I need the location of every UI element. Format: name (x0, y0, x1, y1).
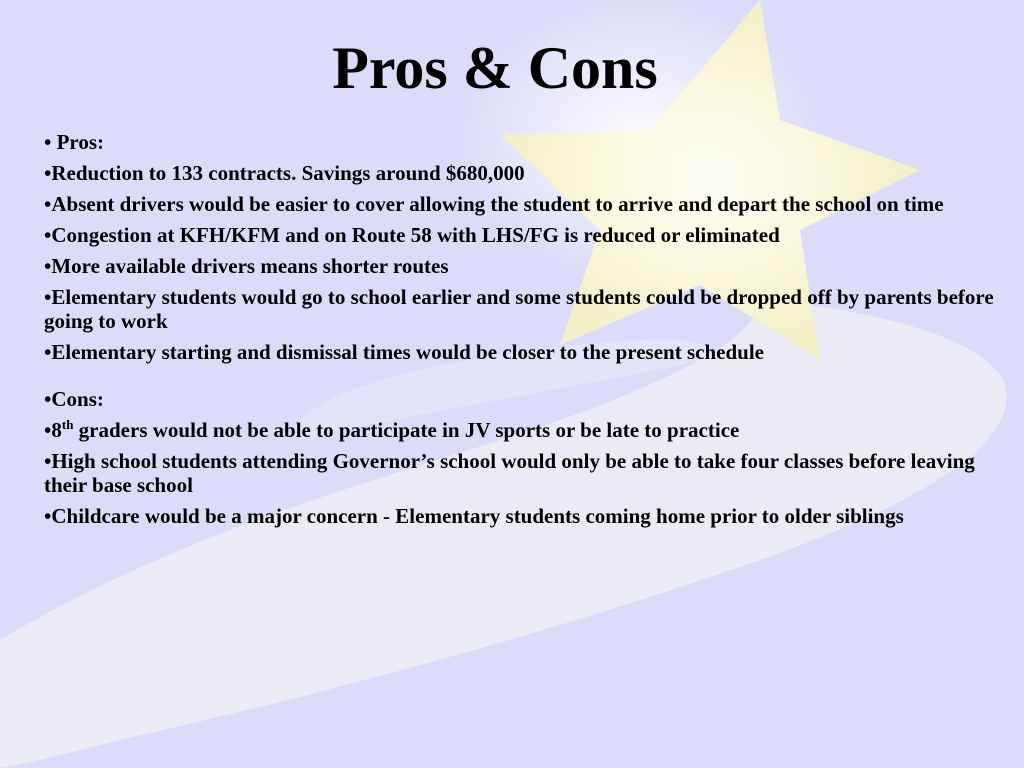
ordinal-suffix: th (61, 417, 74, 432)
bullet-cons-heading: •Cons: (44, 387, 104, 411)
bullet-text: graders would not be able to participate in JV sports or be late to practice (73, 418, 740, 442)
bullet-item: •Reduction to 133 contracts. Savings around $680,000 (44, 161, 525, 185)
bullet-pros-heading: • Pros: (44, 130, 105, 154)
bullet-list (44, 130, 994, 535)
bullet-item: •Elementary starting and dismissal times would be closer to the present schedule (44, 340, 764, 364)
bullet-item: •Absent drivers would be easier to cover allowing the student to arrive and depart the school on time (44, 192, 944, 216)
bullet-item: •High school students attending Governor’s school would only be able to take four classes before leaving their base school (44, 449, 975, 497)
bullet-item: •Congestion at KFH/KFM and on Route 58 with LHS/FG is reduced or eliminated (44, 223, 780, 247)
bullet-prefix: •8 (44, 418, 62, 442)
bullet-item: •Childcare would be a major concern - Elementary students coming home prior to older siblings (44, 504, 904, 528)
bullet-item (44, 418, 994, 442)
bullet-item: •More available drivers means shorter routes (44, 254, 449, 278)
bullet-item: •Elementary students would go to school earlier and some students could be dropped off by parents before going to work (44, 285, 994, 333)
slide-title: Pros & Cons (332, 35, 658, 101)
